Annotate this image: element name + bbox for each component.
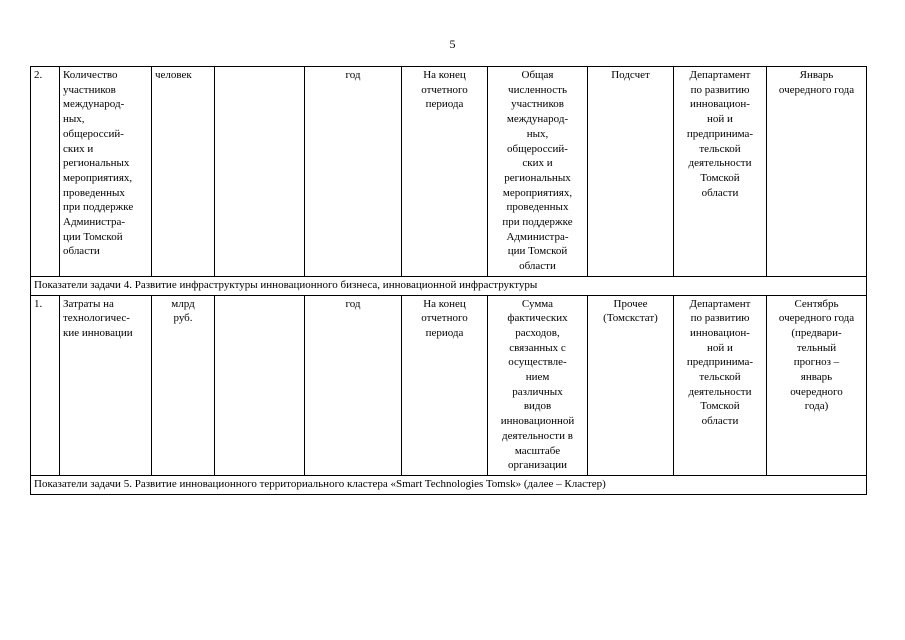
section-row (31, 276, 867, 295)
section-heading: Показатели задачи 4. Развитие инфраструктуры инновационного бизнеса, инновационной инфраструктуры (34, 278, 538, 291)
indicator-definition: Сумма фактических расходов, связанных с осуществле- нием различных видов инновационной деятельности в масштабе организации (500, 297, 575, 472)
indicator-name: Затраты на технологичес- кие инновации (63, 297, 133, 339)
indicator-name: Количество участников международ- ных, общероссий- ских и региональных мероприятиях, проведенных при поддержке Администра- ции Томской области (63, 69, 134, 258)
section-row (31, 475, 867, 494)
unit-of-measure: человек (155, 69, 192, 81)
reporting-deadline: Сентябрь очередного года (предвари- тельный прогноз – январь очередного года) (778, 297, 855, 413)
responsible-body: Департамент по развитию инновацион- ной и предпринима- тельской деятельности Томской области (686, 297, 754, 428)
periodicity: год (345, 69, 361, 81)
table-row (31, 67, 867, 277)
unit-of-measure: млрд руб. (171, 297, 195, 325)
indicators-table (30, 66, 867, 495)
row-number: 1. (34, 297, 43, 310)
time-characteristic: На конец отчетного периода (421, 297, 468, 339)
row-number: 2. (34, 69, 43, 81)
calculation-method: Прочее (Томскстат) (603, 297, 658, 325)
section-heading: Показатели задачи 5. Развитие инновационного территориального кластера «Smart Technologies Tomsk» (далее – Кластер) (34, 477, 606, 490)
calculation-method: Подсчет (611, 69, 650, 81)
responsible-body: Департамент по развитию инновацион- ной и предпринима- тельской деятельности Томской области (686, 69, 754, 199)
time-characteristic: На конец отчетного периода (421, 69, 468, 111)
table-row (31, 295, 867, 475)
reporting-deadline: Январь очередного года (778, 69, 855, 96)
indicator-definition: Общая численность участников международ- ных, общероссий- ских и региональных мероприятиях, проведенных при поддержке Администра- ции Томской области (502, 69, 573, 273)
page-number: 5 (449, 37, 456, 51)
periodicity: год (345, 297, 361, 310)
